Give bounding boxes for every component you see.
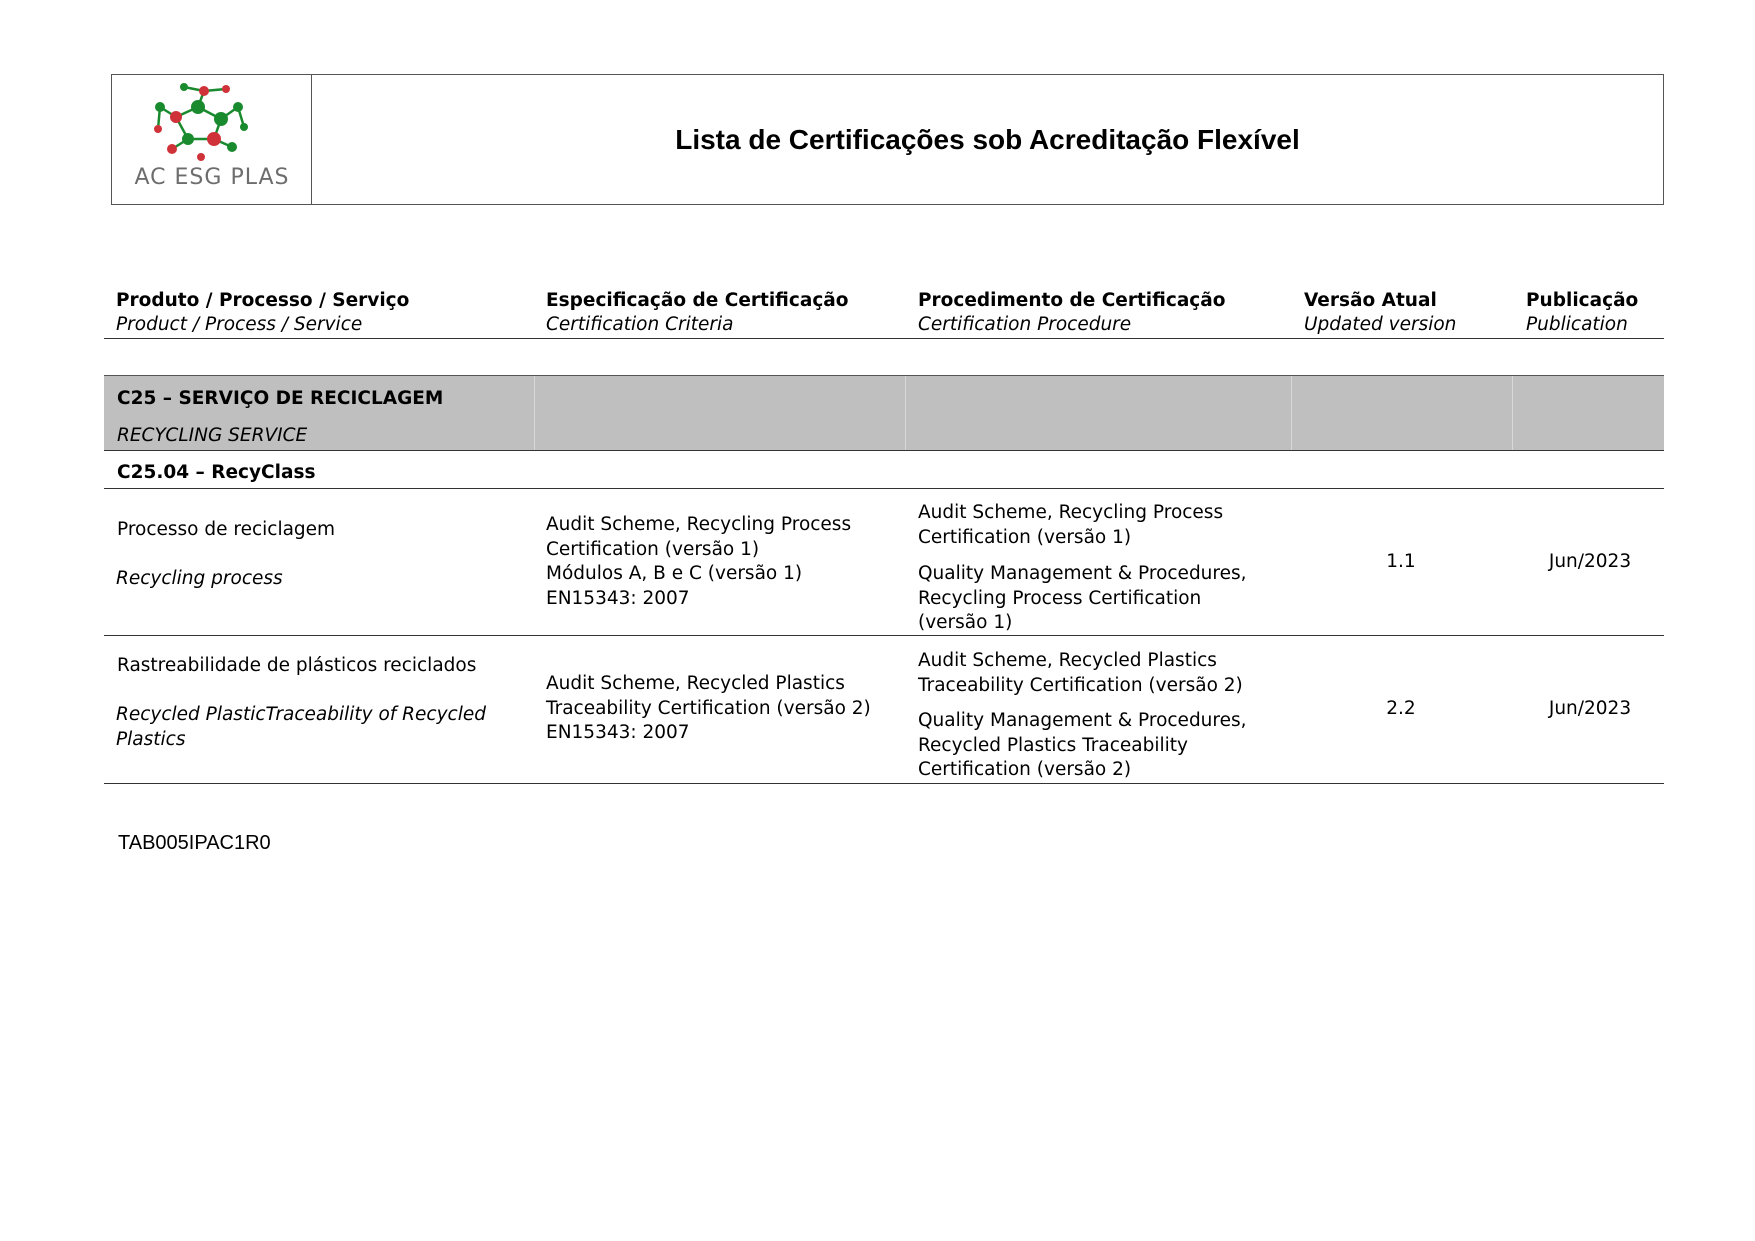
row-procedure-quality: Quality Management & Procedures, Recycled Plastics Traceability Certification (versão 2) — [918, 710, 1247, 780]
logo-text: AC ESG PLAS — [134, 165, 290, 190]
section-code: C25 – SERVIÇO DE RECICLAGEM — [117, 388, 444, 409]
row-product-en: Recycling process — [116, 568, 283, 589]
column-header-procedure: Procedimento de Certificação Certification Procedure — [918, 290, 1226, 335]
row-version: 2.2 — [1386, 698, 1416, 719]
column-header-version: Versão Atual Updated version — [1304, 290, 1457, 335]
row-product-en: Recycled PlasticTraceability of Recycled Plastics — [116, 704, 486, 750]
molecule-logo-icon — [146, 77, 261, 167]
section-divider — [104, 450, 1664, 451]
band-divider — [534, 376, 535, 450]
row-criteria: Audit Scheme, Recycled Plastics Traceability Certification (versão 2) EN15343: 2007 — [546, 673, 871, 743]
header-divider — [104, 338, 1664, 339]
column-header-publication: Publicação Publication — [1526, 290, 1639, 335]
document-title: Lista de Certificações sob Acreditação Flexível — [675, 124, 1300, 155]
row-procedure-audit: Audit Scheme, Recycled Plastics Traceability Certification (versão 2) — [918, 650, 1243, 696]
row-product-pt: Rastreabilidade de plásticos reciclados — [117, 655, 477, 676]
row-publication: Jun/2023 — [1548, 551, 1632, 572]
column-header-product: Produto / Processo / Serviço Product / Process / Service — [116, 290, 410, 335]
column-header-criteria: Especificação de Certificação Certification Criteria — [546, 290, 849, 335]
subsection-title: C25.04 – RecyClass — [117, 462, 316, 483]
band-divider — [1291, 376, 1292, 450]
row-criteria: Audit Scheme, Recycling Process Certification (versão 1) Módulos A, B e C (versão 1) EN15343: 2007 — [546, 514, 852, 609]
row-procedure-quality: Quality Management & Procedures, Recycling Process Certification (versão 1) — [918, 563, 1247, 633]
row-divider — [104, 635, 1664, 636]
subsection-divider — [104, 488, 1664, 489]
row-product-pt: Processo de reciclagem — [117, 519, 336, 540]
row-publication: Jun/2023 — [1548, 698, 1632, 719]
document-code: TAB005IPAC1R0 — [118, 832, 271, 854]
band-divider — [905, 376, 906, 450]
section-english: RECYCLING SERVICE — [117, 425, 308, 446]
logo — [112, 75, 312, 204]
row-procedure-audit: Audit Scheme, Recycling Process Certification (versão 1) — [918, 502, 1224, 548]
document-header — [111, 74, 1664, 205]
band-divider — [1512, 376, 1513, 450]
row-version: 1.1 — [1386, 551, 1416, 572]
row-divider — [104, 783, 1664, 784]
section-band — [104, 375, 1664, 450]
